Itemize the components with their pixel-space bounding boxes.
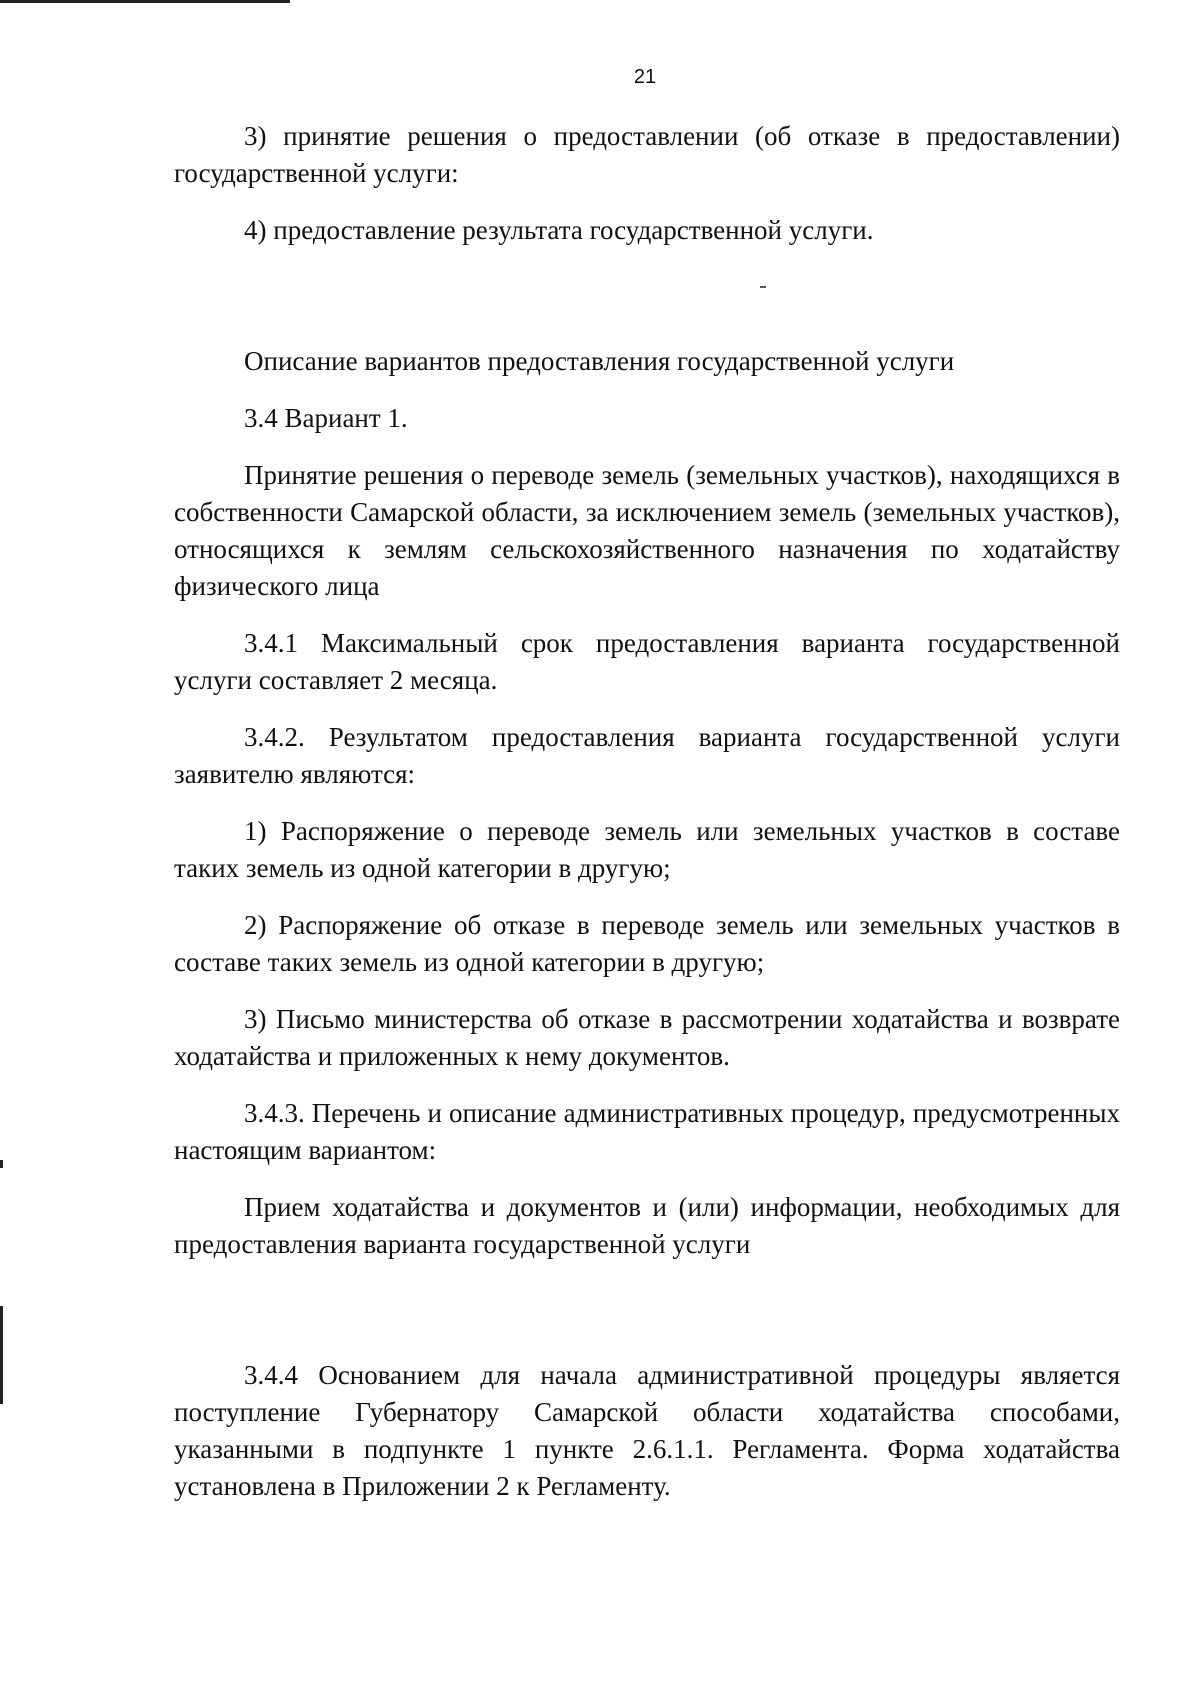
result-item-1: 1) Распоряжение о переводе земель или земельных участков в составе таких земель из одной категории в другую;: [174, 816, 1120, 883]
paragraph-3-4-3: 3.4.3. Перечень и описание административных процедур, предусмотренных настоящим вариантом:: [174, 1098, 1120, 1165]
result-item-2: 2) Распоряжение об отказе в переводе земель или земельных участков в составе таких земель из одной категории в другую;: [174, 910, 1120, 977]
paragraph-item-4: 4) предоставление результата государственной услуги.: [244, 215, 874, 245]
paragraph-3-4-1: 3.4.1 Максимальный срок предоставления варианта государственной услуги составляет 2 месяца.: [174, 628, 1120, 695]
result-item-3: 3) Письмо министерства об отказе в рассмотрении ходатайства и возврате ходатайства и приложенных к нему документов.: [174, 1004, 1120, 1071]
page-number: 21: [633, 66, 657, 88]
scan-edge-mark-top: [0, 0, 290, 3]
scan-edge-mark-left-2: [0, 1306, 3, 1404]
document-body: [174, 118, 1120, 1505]
scan-edge-mark-left-1: [0, 1160, 3, 1168]
variant-description: Принятие решения о переводе земель (земельных участков), находящихся в собственности Самарской области, за исключением земель (земельных участков), относящихся к землям сельскохозяйственного назначения по ходатайству физического лица: [174, 460, 1120, 601]
section-heading: Описание вариантов предоставления государственной услуги: [244, 346, 955, 376]
variant-heading: 3.4 Вариант 1.: [244, 403, 408, 433]
paragraph-3-4-2: 3.4.2. Результатом предоставления варианта государственной услуги заявителю являются:: [174, 722, 1120, 789]
paragraph-item-3: 3) принятие решения о предоставлении (об отказе в предоставлении) государственной услуги:: [174, 121, 1120, 188]
paragraph-3-4-4: 3.4.4 Основанием для начала административной процедуры является поступление Губернатору Самарской области ходатайства способами, указанными в подпункте 1 пункте 2.6.1.1. Регламента. Форма ходатайства установлена в Приложении 2 к Регламенту.: [174, 1360, 1120, 1501]
procedure-title: Прием ходатайства и документов и (или) информации, необходимых для предоставления варианта государственной услуги: [174, 1192, 1120, 1259]
